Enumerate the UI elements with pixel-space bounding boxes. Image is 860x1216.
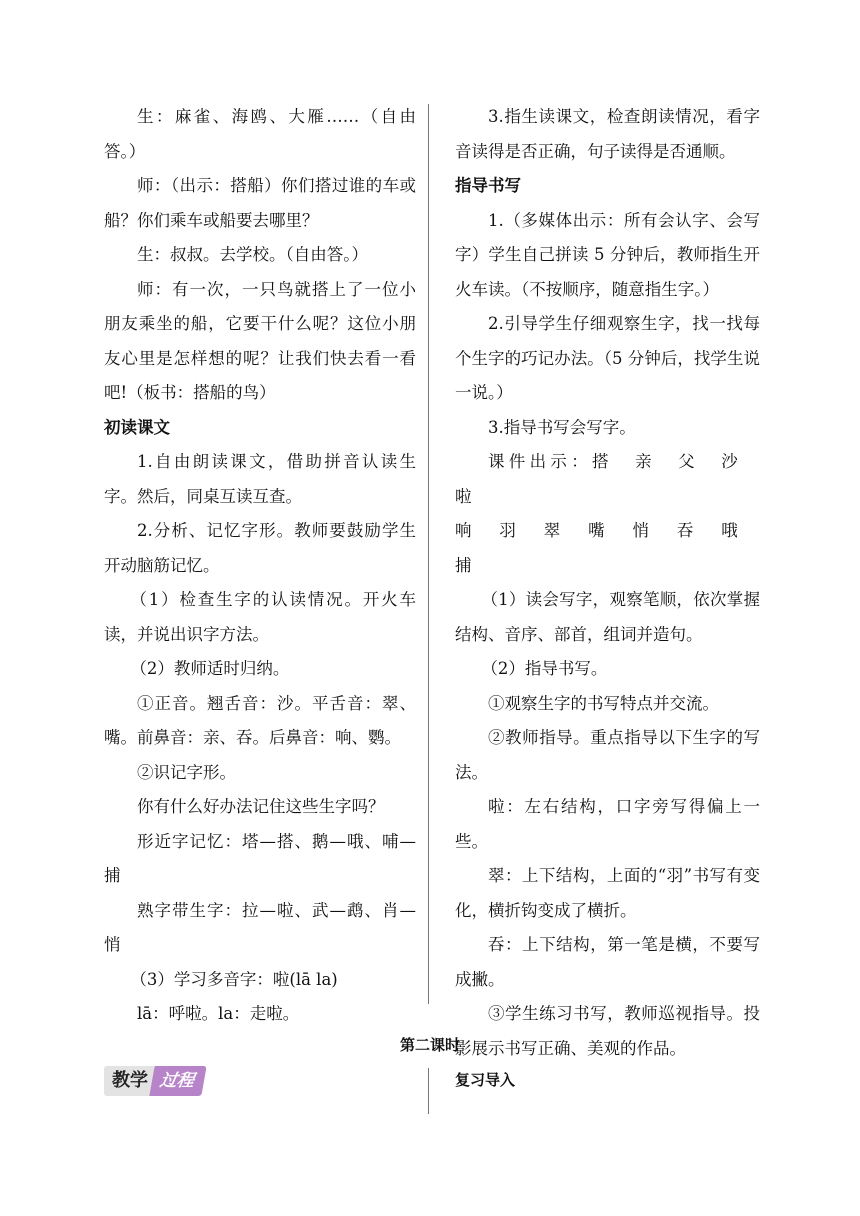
- paragraph: 形近字记忆：塔—搭、鹅—哦、哺—捕: [104, 831, 416, 885]
- right-column: [455, 100, 760, 1066]
- paragraph: ①正音。翘舌音：沙。平舌音：翠、嘴。前鼻音：亲、吞。后鼻音：响、鹦。: [104, 693, 416, 747]
- char-list: 响羽翠嘴悄吞哦捕: [455, 521, 760, 575]
- section-heading: 初读课文: [104, 417, 170, 437]
- paragraph: 师：有一次，一只鸟就搭上了一位小朋友乘坐的船，它要干什么呢？这位小朋友心里是怎样想的呢？让我们快去看一看吧!（板书：搭船的鸟）: [104, 279, 416, 402]
- section-heading: 复习导入: [455, 1071, 516, 1089]
- paragraph: 3.指导书写会写字。: [488, 417, 636, 437]
- paragraph: 吞：上下结构，第一笔是横，不要写成撇。: [455, 935, 760, 989]
- badge-label-highlight: 过程: [149, 1066, 206, 1096]
- paragraph: （2）指导书写。: [481, 659, 608, 678]
- paragraph: ①观察生字的书写特点并交流。: [488, 693, 719, 713]
- paragraph: ②教师指导。重点指导以下生字的写法。: [455, 728, 760, 782]
- paragraph: 生：麻雀、海鸥、大雁……（自由答。）: [104, 107, 416, 161]
- paragraph: 翠：上下结构，上面的“羽”书写有变化，横折钩变成了横折。: [455, 866, 760, 920]
- courseware-chars-line: [455, 514, 760, 583]
- paragraph: （2）教师适时归纳。: [130, 659, 290, 678]
- paragraph: ③学生练习书写，教师巡视指导。投影展示书写正确、美观的作品。: [455, 1004, 760, 1058]
- section-heading: 指导书写: [455, 176, 521, 195]
- paragraph: 3.指生读课文，检查朗读情况，看字音读得是否正确，句子读得是否通顺。: [455, 107, 760, 161]
- column-divider: [428, 1068, 429, 1114]
- paragraph: 你有什么好办法记住这些生字吗？: [137, 797, 385, 816]
- paragraph: （1）检查生字的认读情况。开火车读，并说出识字方法。: [104, 590, 416, 644]
- paragraph: ②识记字形。: [137, 762, 236, 782]
- paragraph: 1.自由朗读课文，借助拼音认读生字。然后，同桌互读互查。: [104, 452, 416, 506]
- left-column: [104, 100, 416, 1032]
- paragraph: 啦：左右结构，口字旁写得偏上一些。: [455, 797, 760, 851]
- teaching-process-badge: [104, 1066, 204, 1096]
- lesson-title: 第二课时: [399, 1036, 460, 1054]
- column-divider: [428, 104, 429, 1004]
- courseware-label: 课件出示：: [488, 452, 592, 471]
- char-list: 搭亲父沙啦: [455, 452, 760, 506]
- paragraph: 2.引导学生仔细观察生字，找一找每个生字的巧记办法。（5 分钟后，找学生说一说。）: [455, 314, 760, 402]
- badge-label: 教学: [104, 1066, 154, 1096]
- paragraph: 师：（出示：搭船）你们搭过谁的车或船？你们乘车或船要去哪里？: [104, 176, 416, 230]
- paragraph: 2.分析、记忆字形。教师要鼓励学生开动脑筋记忆。: [104, 521, 416, 575]
- courseware-chars-line: [455, 445, 760, 514]
- paragraph: （1）读会写字，观察笔顺，依次掌握结构、音序、部首，组词并造句。: [455, 590, 760, 644]
- paragraph: 熟字带生字：拉—啦、武—鹉、肖—悄: [104, 900, 416, 954]
- paragraph: lā：呼啦。la：走啦。: [137, 1004, 300, 1023]
- paragraph: 1.（多媒体出示：所有会认字、会写字）学生自己拼读 5 分钟后，教师指生开火车读。（不按顺序，随意指生字。）: [455, 210, 760, 299]
- paragraph: （3）学习多音字：啦(lā la): [130, 969, 338, 989]
- paragraph: 生：叔叔。去学校。（自由答。）: [137, 245, 368, 264]
